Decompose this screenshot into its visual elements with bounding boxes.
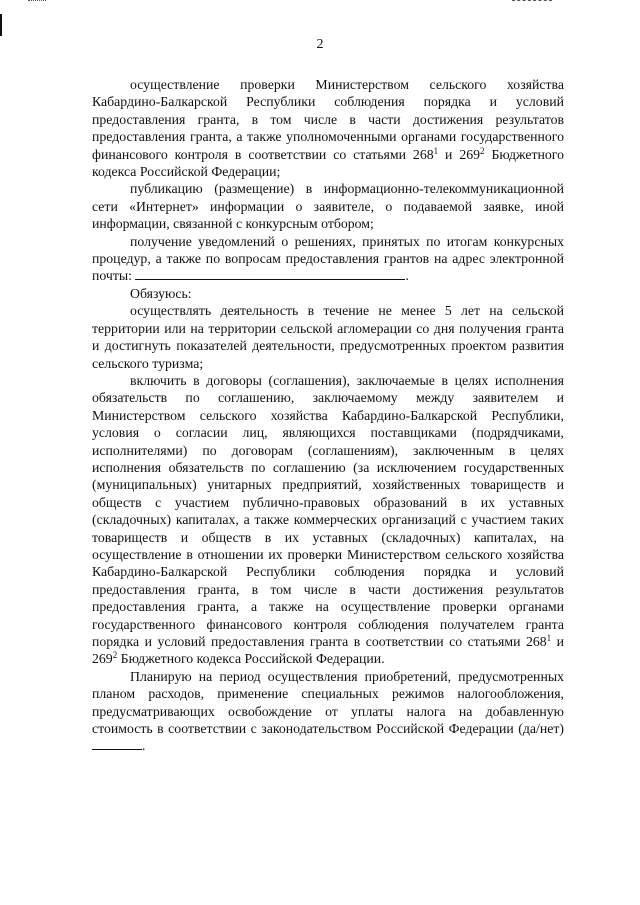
paragraph-text: получение уведомлений о решениях, принятых по итогам конкурсных процедур, а также по вопросам предоставления грантов на адрес электронной почты: bbox=[92, 233, 564, 284]
paragraph-activity-obligation: осуществлять деятельность в течение не менее 5 лет на сельской территории или на территории сельской агломерации со дня получения гранта и достигнуть показателей деятельности, предусмотренных проектом развития сельского туризма; bbox=[92, 303, 564, 371]
scan-corner-mark-left bbox=[28, 0, 46, 3]
superscript: 1 bbox=[433, 145, 439, 156]
paragraph-text: Планирую на период осуществления приобретений, предусмотренных планом расходов, применение специальных режимов налогообложения, предусматривающих освобождение от уплаты налога на добавленную стоимость в соответствии с законодательством Российской Федерации (да/нет) bbox=[92, 668, 564, 737]
paragraph-publication: публикацию (размещение) в информационно-телекоммуникационной сети «Интернет» информации о заявителе, о подаваемой заявке, иной информации, связанной с конкурсным отбором; bbox=[92, 181, 564, 232]
paragraph-obligations-heading: Обязуюсь: bbox=[130, 285, 192, 301]
paragraph-text: . bbox=[405, 268, 409, 284]
paragraph-notifications bbox=[92, 233, 564, 285]
paragraph-ministry-inspection bbox=[92, 76, 564, 180]
superscript: 2 bbox=[480, 145, 485, 156]
yes-no-blank-line bbox=[92, 737, 142, 750]
paragraph-text: . bbox=[142, 738, 146, 754]
paragraph-contracts-obligation bbox=[92, 372, 564, 668]
paragraph-text: включить в договоры (соглашения), заключаемые в целях исполнения обязательств по соглашению, заключаемому между заявителем и Министерством сельского хозяйства Кабардино-Балкарской Республики, условия о согласии лиц, являющихся поставщиками (подрядчиками, исполнителями) по договорам (соглашениям), заключенным в целях исполнения обязательств по соглашению (за исключением государственных (муниципальных) унитарных предприятий, хозяйственных товариществ и обществ с участием публично-правовых образований в их уставных (складочных) капиталах, а также коммерческих организаций с участием таких товариществ и обществ в их уставных (складочных) капиталах, на осуществление в отношении их проверки Министерством сельского хозяйства Кабардино-Балкарской Республики соблюдения порядка и условий предоставления гранта, в том числе в части достижения результатов предоставления гранта, а также на осуществление проверки органами государственного финансового контроля соблюдения получателем гранта порядка и условий предоставления гранта в соответствии со статьями 268 bbox=[92, 372, 564, 649]
page-number: 2 bbox=[316, 37, 324, 52]
superscript: 1 bbox=[546, 633, 552, 643]
paragraph-text: и 269 bbox=[438, 146, 481, 162]
paragraph-text: осуществление проверки Министерством сельского хозяйства Кабардино-Балкарской Республики соблюдения порядка и условий предоставления гранта, в том числе в части достижения результатов предоставления гранта, а также уполномоченными органами государственного финансового контроля в соответствии со статьями 268 bbox=[92, 77, 564, 162]
paragraph-text: Бюджетного кодекса Российской Федерации. bbox=[117, 651, 385, 667]
document-body bbox=[92, 76, 564, 755]
paragraph-text: Бюджетного кодекса Российской Федерации; bbox=[92, 146, 564, 180]
scan-edge-mark bbox=[0, 14, 2, 36]
scan-corner-mark-right bbox=[512, 0, 552, 4]
paragraph-text: и 269 bbox=[92, 634, 564, 667]
paragraph-tax-regime bbox=[92, 668, 564, 755]
superscript: 2 bbox=[112, 650, 118, 661]
email-blank-line bbox=[135, 267, 405, 280]
